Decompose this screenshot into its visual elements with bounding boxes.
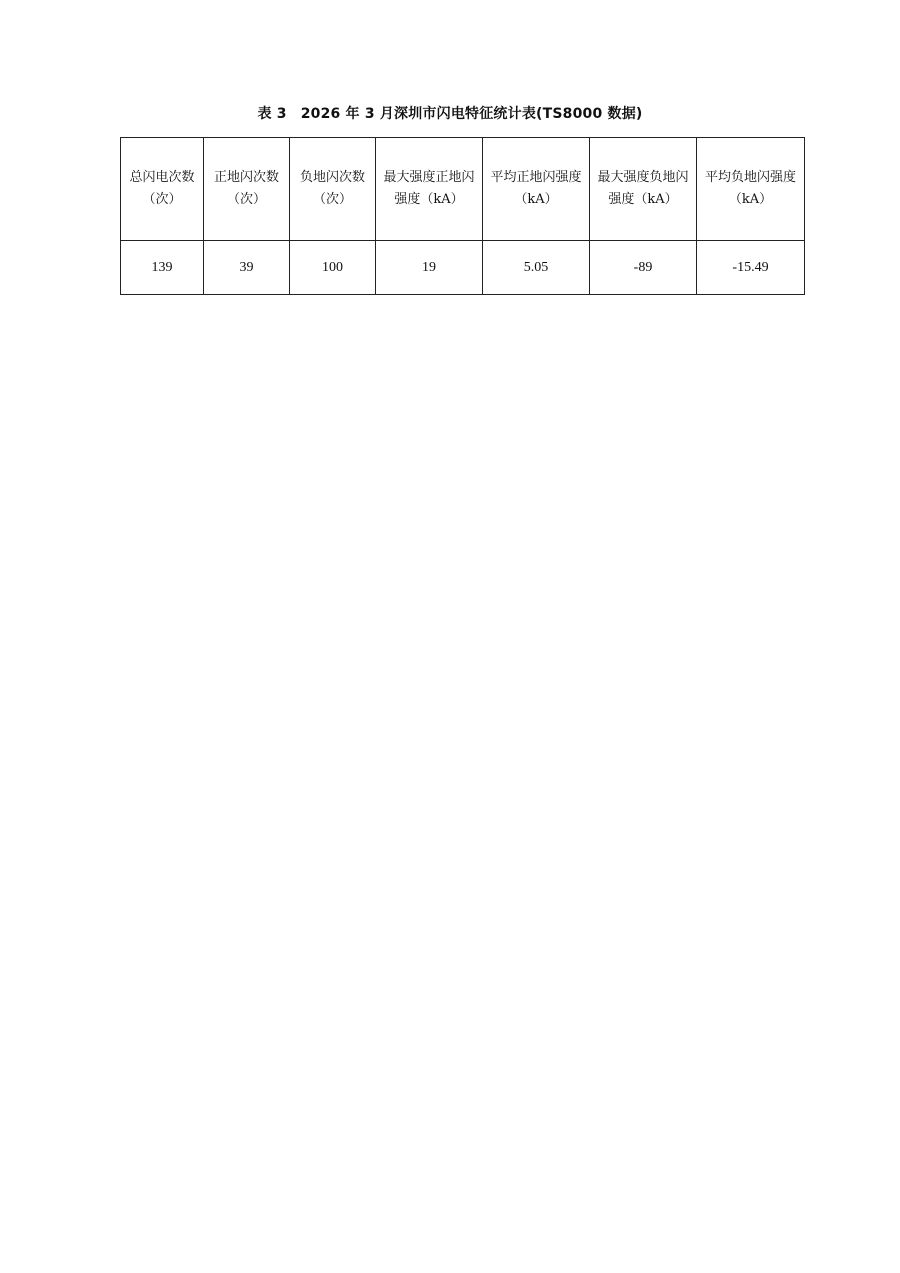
header-max-positive-intensity: 最大强度正地闪强度（kA） — [376, 138, 483, 241]
cell-max-negative-intensity: -89 — [590, 241, 697, 295]
table-caption-label: 表 3 — [257, 106, 287, 122]
cell-negative-cg-count: 100 — [290, 241, 376, 295]
header-max-negative-intensity: 最大强度负地闪强度（kA） — [590, 138, 697, 241]
header-avg-positive-intensity: 平均正地闪强度（kA） — [483, 138, 590, 241]
header-positive-cg-count: 正地闪次数（次） — [204, 138, 290, 241]
lightning-stats-table — [120, 137, 805, 295]
header-avg-negative-intensity: 平均负地闪强度（kA） — [697, 138, 805, 241]
table-caption — [0, 103, 900, 123]
header-total-flashes: 总闪电次数（次） — [121, 138, 204, 241]
cell-total-flashes: 139 — [121, 241, 204, 295]
table-header-row — [121, 138, 805, 241]
cell-positive-cg-count: 39 — [204, 241, 290, 295]
header-negative-cg-count: 负地闪次数（次） — [290, 138, 376, 241]
table-caption-title: 2026 年 3 月深圳市闪电特征统计表(TS8000 数据) — [300, 106, 643, 122]
cell-max-positive-intensity: 19 — [376, 241, 483, 295]
table-row — [121, 241, 805, 295]
cell-avg-negative-intensity: -15.49 — [697, 241, 805, 295]
cell-avg-positive-intensity: 5.05 — [483, 241, 590, 295]
